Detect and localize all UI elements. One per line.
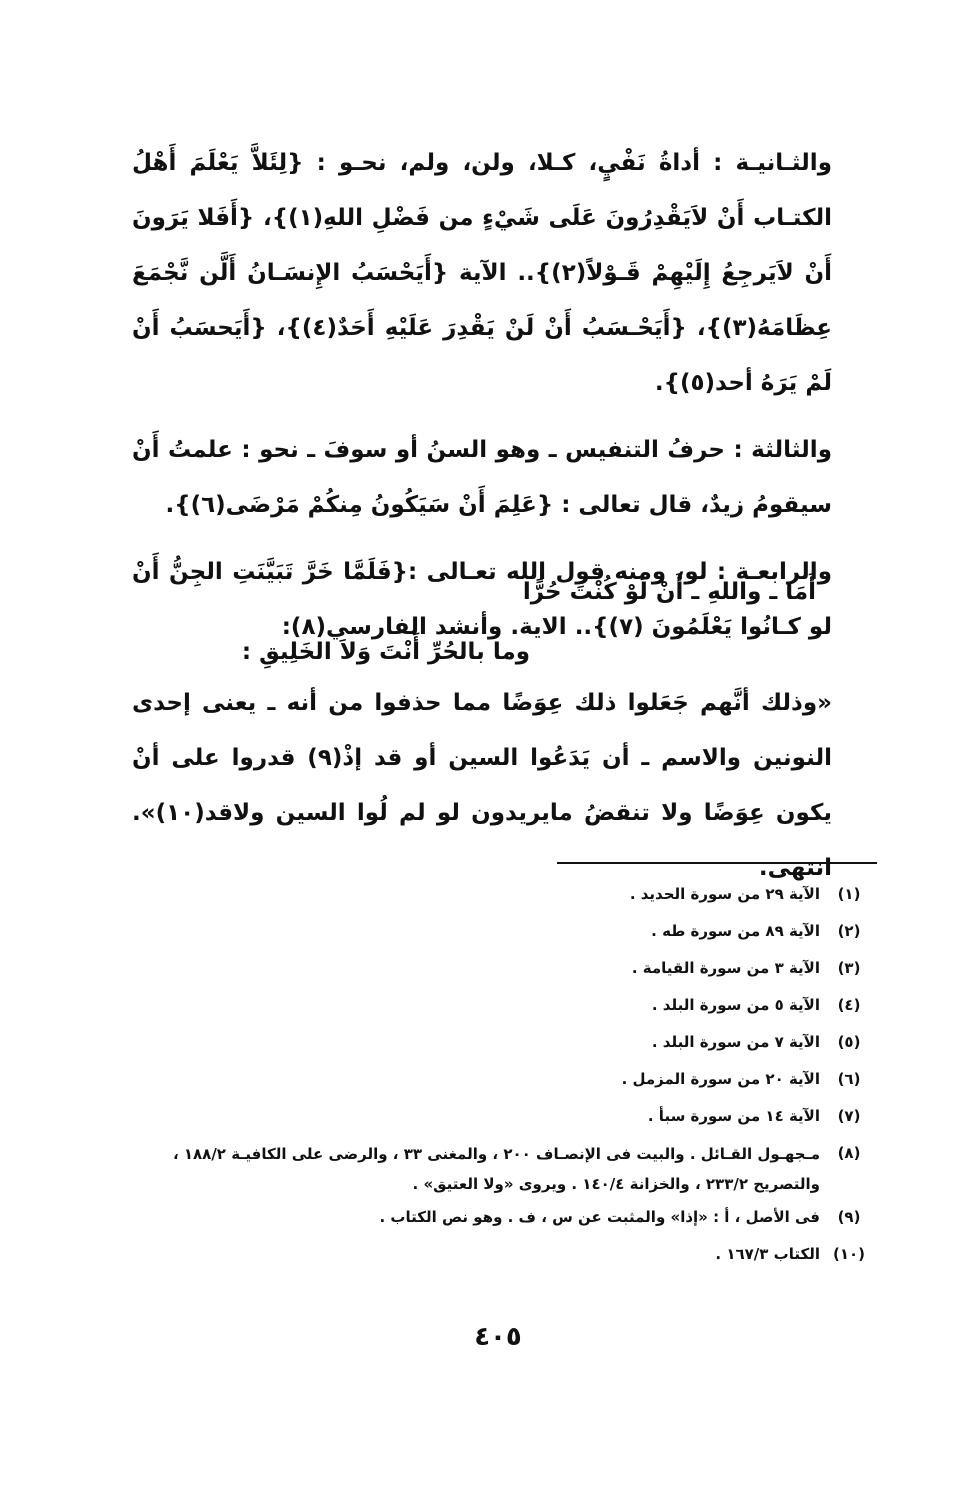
footnote [132,913,878,950]
footnote [132,1236,878,1273]
footnotes [132,876,878,1273]
footnote-text: الآية ٧ من سورة البلد . [651,1033,820,1051]
footnote [132,950,878,987]
footnote-number: (٦) [837,1070,861,1088]
footnote-text: الآية ٢٠ من سورة المزمل . [621,1070,820,1088]
footnote-number: (٧) [837,1107,861,1125]
page-number: ٤٠٥ [474,1322,522,1352]
footnote [132,1098,878,1135]
footnote-number: (٢) [837,922,861,940]
footnote-text: فى الأصل ، أ : «إذا» والمثبت عن س ، ف . وهو نص الكتاب . [379,1208,820,1226]
footnote [132,1199,878,1236]
footnote-text: الآية ٨٩ من سورة طه . [651,922,820,940]
paragraph-second: والثـانيـة : أداةُ نَفْيٍ، كـلا، ولن، ولم، نحـو : {لِئَلاَّ يَعْلَمَ أَهْلُ الكتـاب أَنْ لاَيَقْدِرُونَ عَلَى شَيْءٍ من فَضْلِ اللهِ(١)}، {أَفَلا يَرَونَ أَنْ لاَيَرجِعُ إِلَيْهِمْ قَـوْلاً(٢)}.. الآية {أَيَحْسَبُ الإِنسَـانُ أَلَّن نَّجْمَعَ عِظَامَهُ(٣)}، {أَيَحْـسَبُ أَنْ لَنْ يَقْدِرَ عَلَيْهِ أَحَدٌ(٤)}، {أَيَحسَبُ أَنْ لَمْ يَرَهُ أحد(٥)}. [132,150,832,396]
footnote-number: (٣) [837,959,861,977]
footnote-number: (٤) [837,996,861,1014]
footnote-number: (٩) [837,1208,861,1226]
footnote-text: مـجهـول القـائل . والبيت فى الإنصـاف ٢٠٠ ، والمغنى ٣٣ ، والرضى على الكافيـة ١٨٨/٢ ، والتصريح ٢٣٣/٢ ، والخزانة ١٤٠/٤ . ويروى «ولا العتيق» . [172,1145,820,1193]
footnote-text: الآية ٢٩ من سورة الحديد . [629,885,820,903]
footnote [132,1024,878,1061]
verse-line-1: أَمَا ـ واللهِ ـ أَنْ لَوْ كُنْتَ حُرًّا [522,579,816,605]
paragraph-fourth: والرابعـة : لو، ومنه قول الله تعـالى :{فَلَمَّا خَرَّ تَبَيَّنَتِ الجِنُّ أَنْ لو كـانُوا يَعْلَمُونَ (٧)}.. الاية. وأنشد الفارسي(٨): [132,559,832,640]
footnote-text: الكتاب ١٦٧/٣ . [715,1245,820,1263]
quote-paragraph: «وذلك أنَّهم جَعَلوا ذلك عِوَضًا مما حذفوا من أنه ـ يعنى إحدى النونين والاسم ـ أن يَدَعُوا السين أو قد إذْ(٩) قدروا على أنْ يكون عِوَضًا ولا تنقضُ مايريدون لو لم لُوا السين ولاقد(١٠)». انتهى. [132,690,833,881]
footnote-number: (٥) [837,1033,861,1051]
footnote [132,876,878,913]
footnote-number: (١) [837,885,861,903]
footnote [132,987,878,1024]
footnote-number: (١٠) [832,1245,866,1263]
footnote-divider [557,862,877,864]
paragraph-third: والثالثة : حرفُ التنفيس ـ وهو السنُ أو سوفَ ـ نحو : علمتُ أَنْ سيقومُ زيدٌ، قال تعالى : {عَلِمَ أَنْ سَيَكُونُ مِنكُمْ مَرْضَى(٦)}. [132,437,832,518]
footnote-number: (٨) [837,1144,861,1162]
footnote-text: الآية ٥ من سورة البلد . [651,996,820,1014]
footnote-text: الآية ٣ من سورة القيامة . [631,959,820,977]
verse-line-2: وما بالحُرِّ أَنْتَ وَلاَ الخَلِيقِ : [241,639,530,665]
footnote-text: الآية ١٤ من سورة سبأ . [647,1107,820,1125]
footnote [132,1061,878,1098]
footnote [132,1135,878,1199]
